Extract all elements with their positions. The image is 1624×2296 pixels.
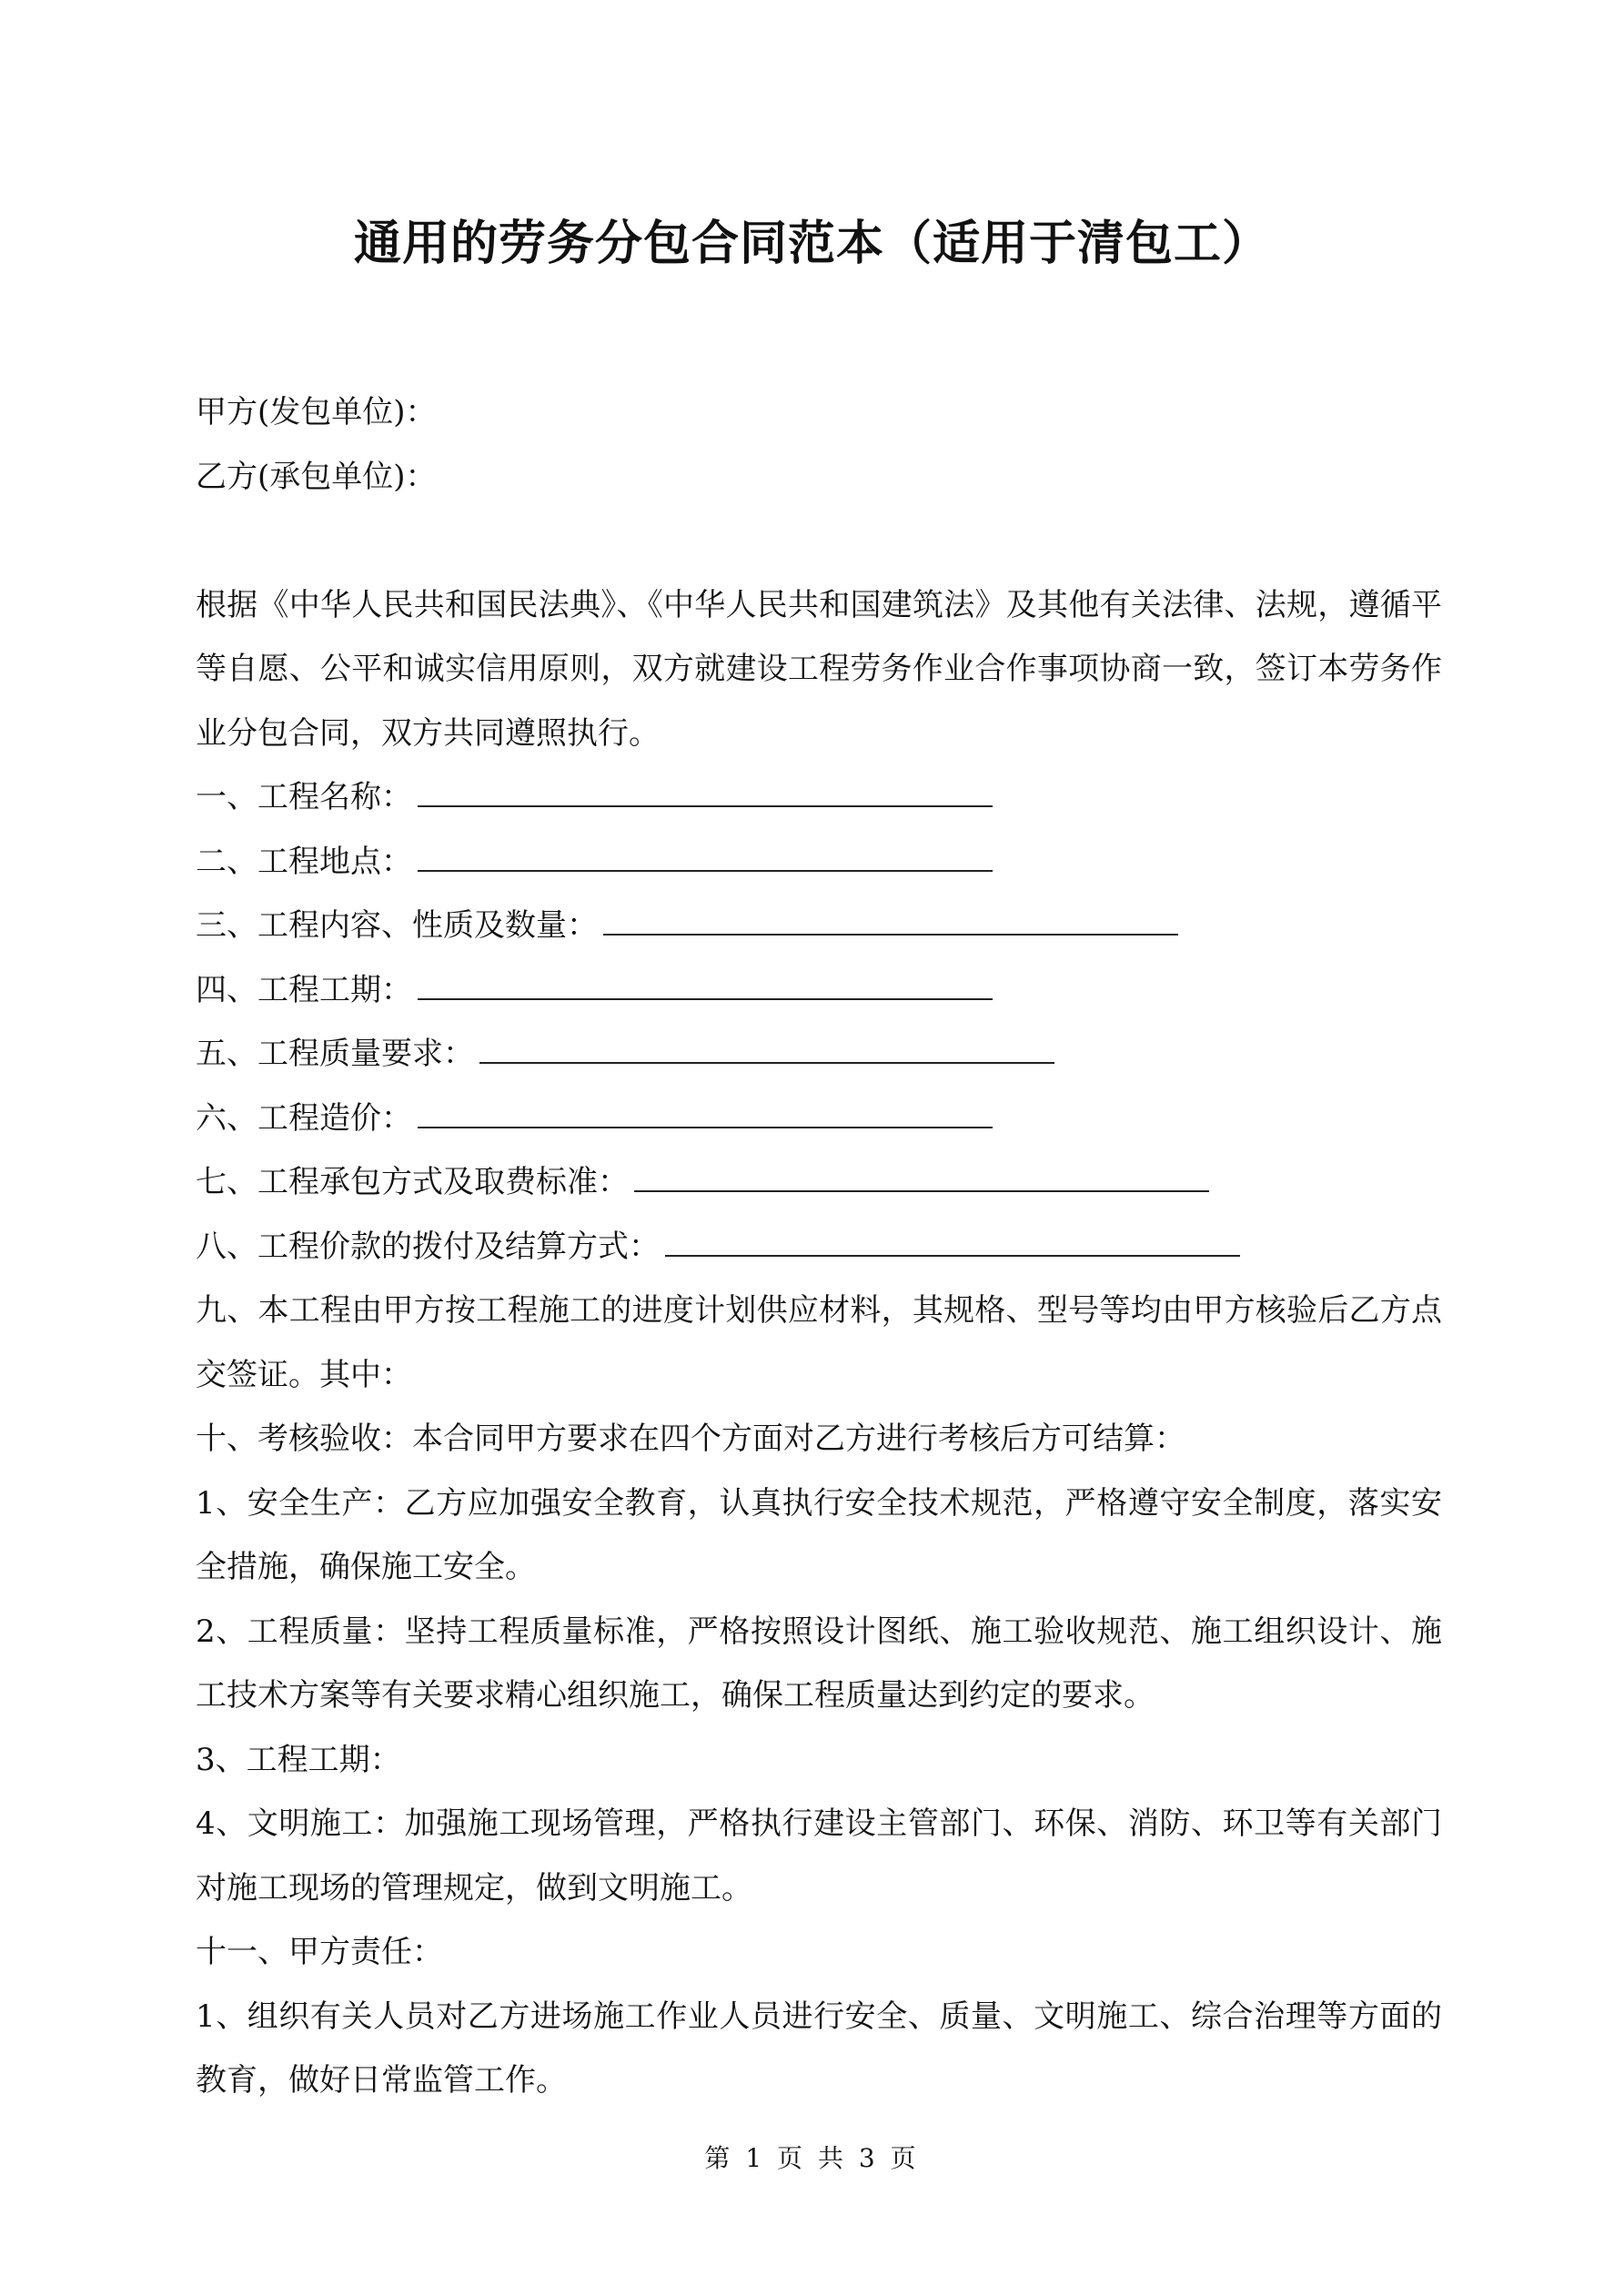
fill-in-blank	[665, 1231, 1240, 1257]
field-project-cost	[196, 1087, 1442, 1151]
field-label: 一、工程名称：	[196, 779, 412, 815]
clause-11-item-education: 1、组织有关人员对乙方进场施工作业人员进行安全、质量、文明施工、综合治理等方面的教育，做好日常监管工作。	[196, 1998, 1442, 2099]
preamble-paragraph: 根据《中华人民共和国民法典》、《中华人民共和国建筑法》及其他有关法律、法规，遵循平等自愿、公平和诚实信用原则，双方就建设工程劳务作业合作事项协商一致，签订本劳务作业分包合同，双方共同遵照执行。	[196, 586, 1442, 752]
field-project-name	[196, 765, 1442, 830]
blank-spacer	[196, 509, 1442, 573]
field-payment-settlement	[196, 1215, 1442, 1279]
field-label: 八、工程价款的拨付及结算方式：	[196, 1228, 660, 1265]
document-title: 通用的劳务分包合同范本（适用于清包工）	[353, 217, 1270, 271]
fill-in-blank	[418, 846, 993, 872]
clause-10-item-duration: 3、工程工期：	[196, 1741, 401, 1778]
fill-in-blank	[418, 975, 993, 1000]
field-label: 二、工程地点：	[196, 843, 412, 880]
fill-in-blank	[479, 1038, 1054, 1064]
field-label: 五、工程质量要求：	[196, 1036, 474, 1072]
page-number-footer: 第 1 页 共 3 页	[704, 2143, 920, 2173]
field-contract-method	[196, 1150, 1442, 1215]
field-quality-requirements	[196, 1022, 1442, 1087]
field-project-duration	[196, 958, 1442, 1023]
fill-in-blank	[603, 910, 1178, 936]
clause-10-item-quality: 2、工程质量：坚持工程质量标准，严格按照设计图纸、施工验收规范、施工组织设计、施工技术方案等有关要求精心组织施工，确保工程质量达到约定的要求。	[196, 1613, 1442, 1714]
party-b-line: 乙方(承包单位)：	[196, 458, 437, 495]
clause-10-item-safety: 1、安全生产：乙方应加强安全教育，认真执行安全技术规范，严格遵守安全制度，落实安全措施，确保施工安全。	[196, 1484, 1442, 1585]
clause-10-heading: 十、考核验收：本合同甲方要求在四个方面对乙方进行考核后方可结算：	[196, 1421, 1185, 1457]
field-project-location	[196, 830, 1442, 895]
field-label: 六、工程造价：	[196, 1099, 412, 1137]
field-label: 四、工程工期：	[196, 971, 412, 1008]
field-label: 三、工程内容、性质及数量：	[196, 907, 598, 944]
fill-in-blank	[418, 782, 993, 807]
party-a-line: 甲方(发包单位)：	[196, 394, 437, 430]
fill-in-blank	[634, 1167, 1209, 1192]
field-label: 七、工程承包方式及取费标准：	[196, 1164, 629, 1200]
field-project-content	[196, 894, 1442, 958]
document-body	[196, 380, 1442, 2113]
fill-in-blank	[418, 1103, 993, 1128]
clause-10-item-civilized-construction: 4、文明施工：加强施工现场管理，严格执行建设主管部门、环保、消防、环卫等有关部门对施工现场的管理规定，做到文明施工。	[196, 1805, 1442, 1907]
clause-11-heading: 十一、甲方责任：	[196, 1934, 443, 1970]
clause-9-paragraph: 九、本工程由甲方按工程施工的进度计划供应材料，其规格、型号等均由甲方核验后乙方点交签证。其中：	[196, 1292, 1442, 1393]
